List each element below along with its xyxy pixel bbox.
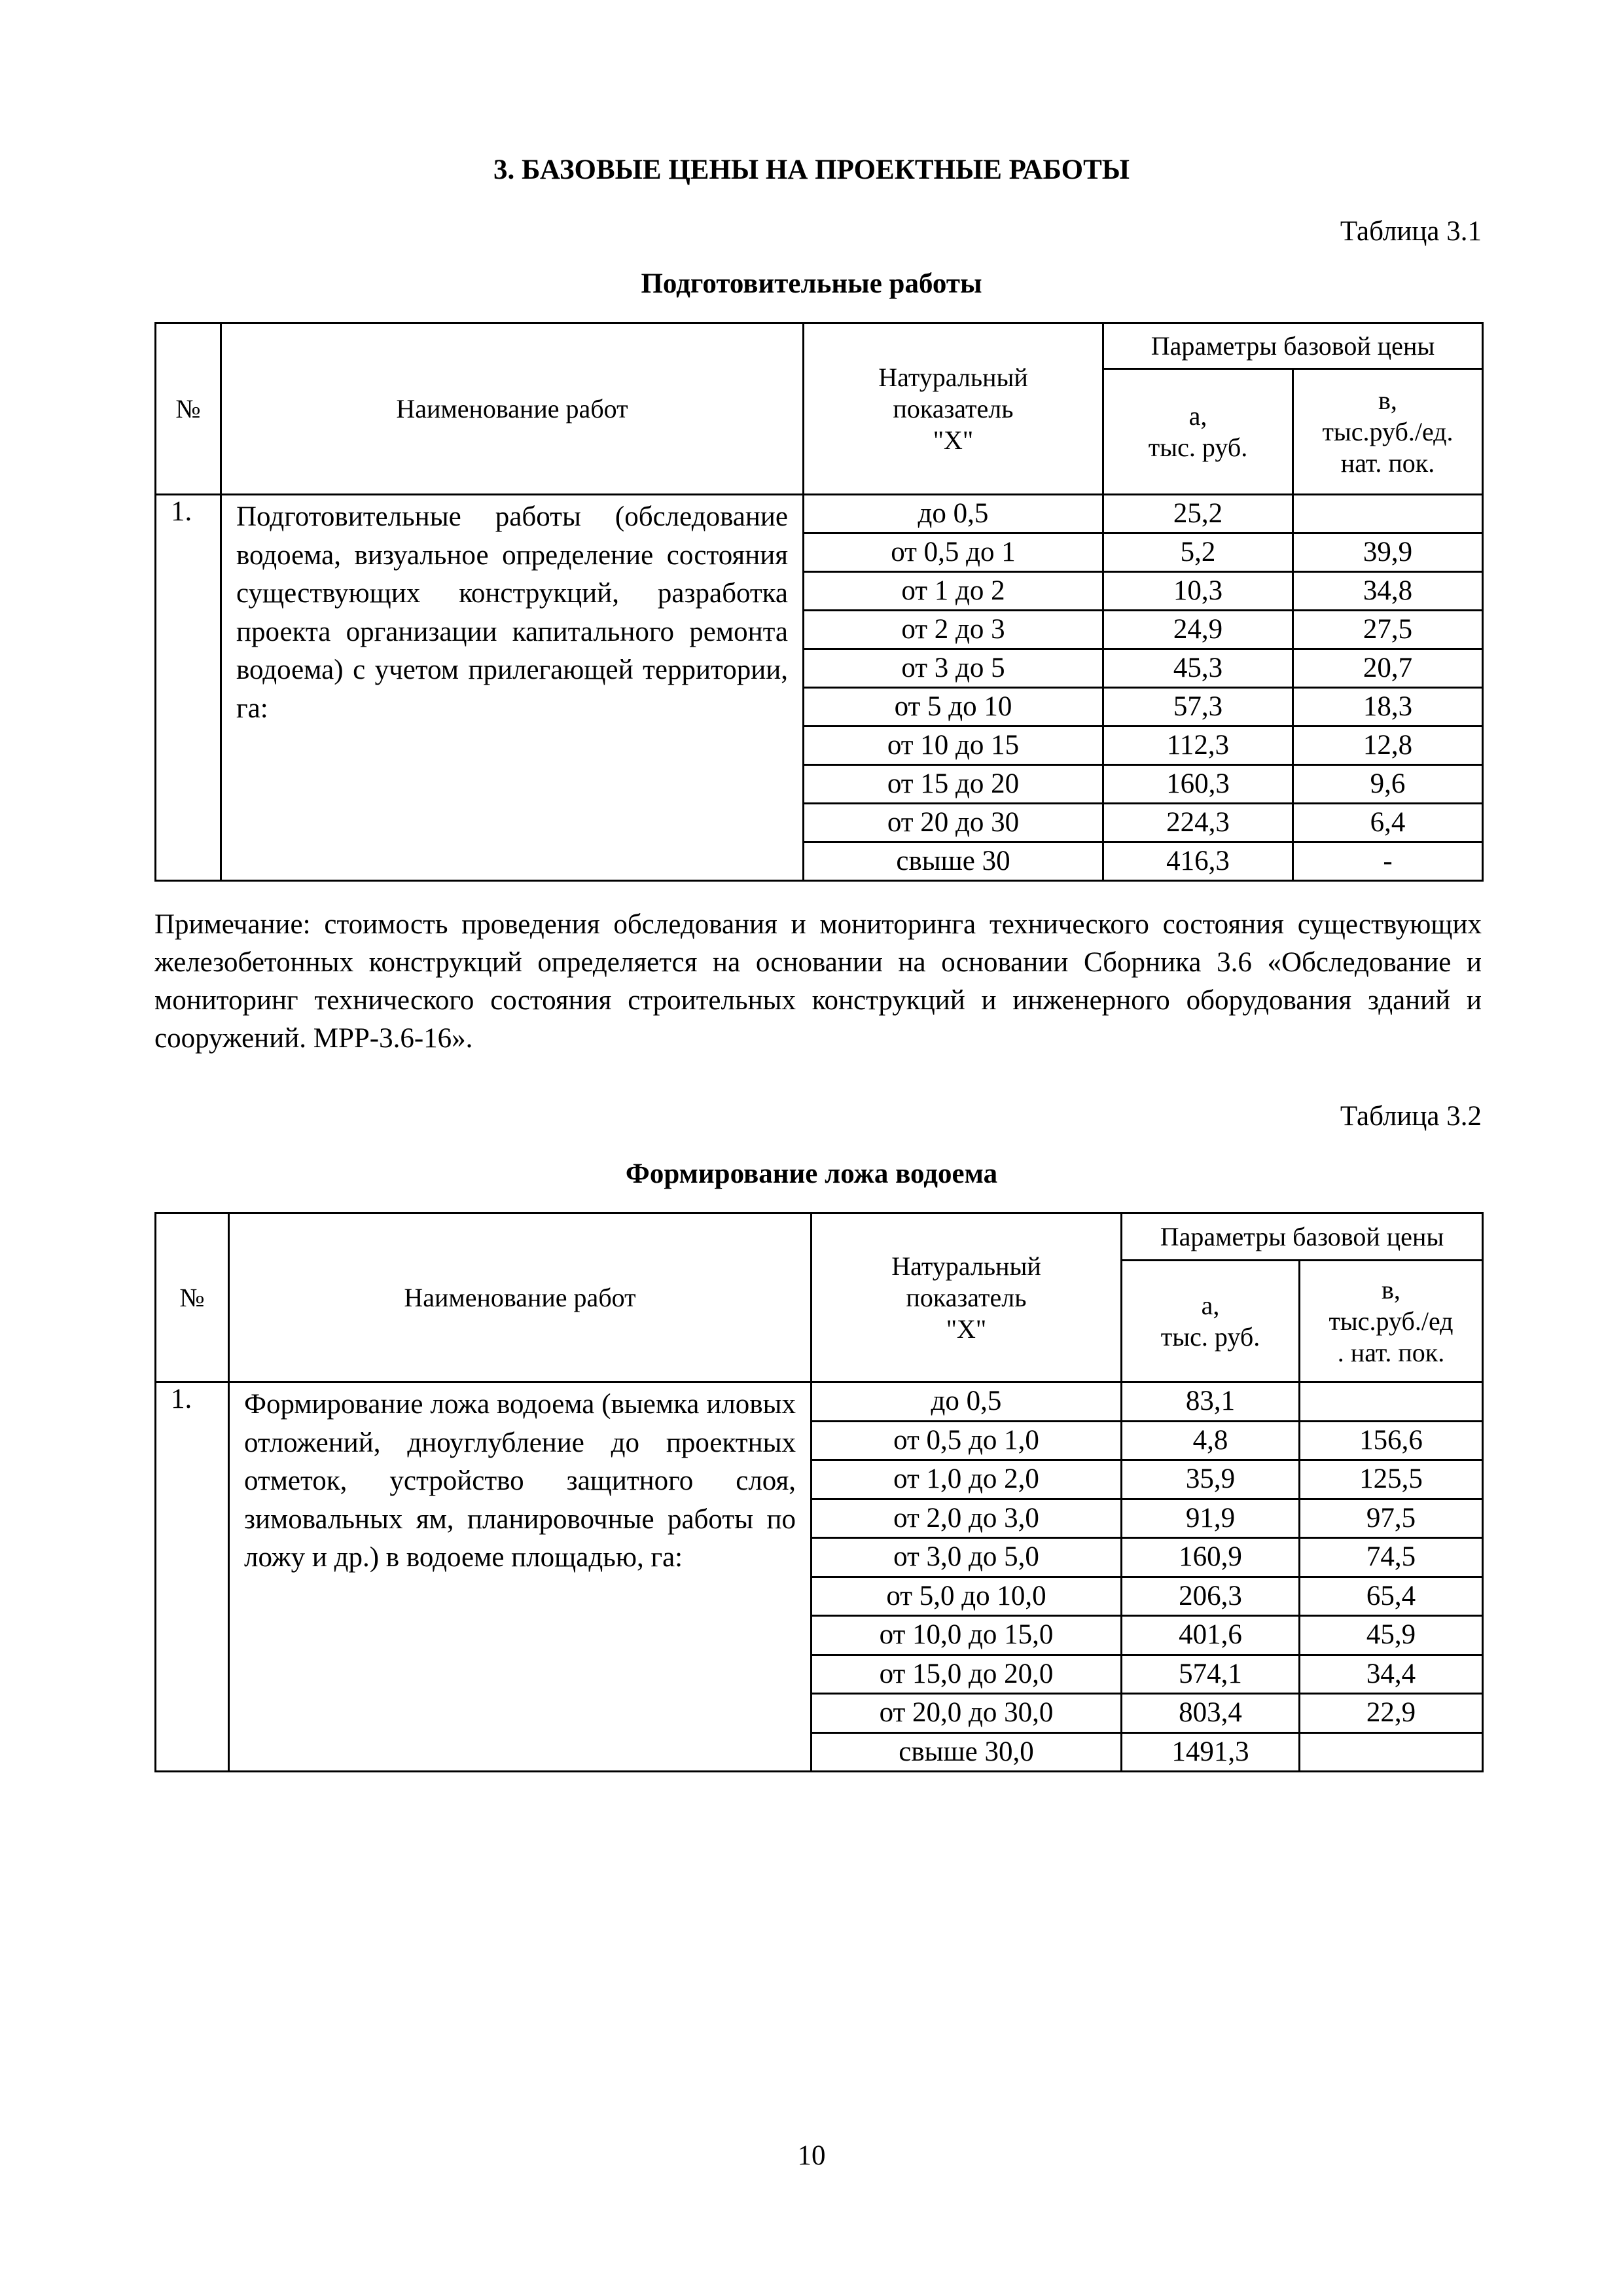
cell-x: от 2 до 3 — [804, 611, 1103, 649]
table-3-2 — [154, 1212, 1484, 1772]
cell-x: от 10 до 15 — [804, 726, 1103, 765]
header-params: Параметры базовой цены — [1103, 323, 1483, 369]
cell-x: до 0,5 — [804, 495, 1103, 533]
cell-b — [1300, 1382, 1483, 1422]
cell-b: 18,3 — [1293, 688, 1483, 726]
table-3-2-label: Таблица 3.2 — [1340, 1101, 1482, 1132]
cell-a: 206,3 — [1122, 1577, 1300, 1616]
header-name: Наименование работ — [229, 1213, 812, 1382]
cell-a: 57,3 — [1103, 688, 1293, 726]
header-num: № — [156, 1213, 229, 1382]
cell-x: от 20 до 30 — [804, 804, 1103, 842]
cell-b: 20,7 — [1293, 649, 1483, 688]
cell-x: от 5 до 10 — [804, 688, 1103, 726]
cell-x: от 5,0 до 10,0 — [812, 1577, 1122, 1616]
cell-x: от 15 до 20 — [804, 765, 1103, 804]
cell-x: свыше 30,0 — [812, 1732, 1122, 1772]
cell-b: 39,9 — [1293, 533, 1483, 572]
table-row — [156, 495, 1483, 533]
item-name: Формирование ложа водоема (выемка иловых отложений, дноуглубление до проектных отметок, устройство защитного слоя, зимовальных ям, планировочные работы по ложу и др.) в водоеме площадью, га: — [229, 1382, 812, 1772]
table-3-2-title: Формирование ложа водоема — [625, 1158, 998, 1189]
cell-x: от 20,0 до 30,0 — [812, 1694, 1122, 1733]
item-number: 1. — [156, 495, 221, 881]
cell-a: 160,9 — [1122, 1538, 1300, 1577]
section-title: 3. БАЗОВЫЕ ЦЕНЫ НА ПРОЕКТНЫЕ РАБОТЫ — [493, 154, 1130, 185]
cell-b: 6,4 — [1293, 804, 1483, 842]
cell-b — [1300, 1732, 1483, 1772]
cell-a: 1491,3 — [1122, 1732, 1300, 1772]
cell-b: 97,5 — [1300, 1499, 1483, 1538]
cell-x: от 1 до 2 — [804, 572, 1103, 611]
cell-a: 25,2 — [1103, 495, 1293, 533]
header-a: а, тыс. руб. — [1122, 1261, 1300, 1382]
header-b: в, тыс.руб./ед . нат. пок. — [1300, 1261, 1483, 1382]
cell-a: 35,9 — [1122, 1460, 1300, 1499]
cell-a: 401,6 — [1122, 1616, 1300, 1655]
table-header-row — [156, 1213, 1483, 1261]
header-b: в, тыс.руб./ед. нат. пок. — [1293, 369, 1483, 495]
cell-x: от 0,5 до 1,0 — [812, 1421, 1122, 1460]
cell-a: 10,3 — [1103, 572, 1293, 611]
cell-a: 160,3 — [1103, 765, 1293, 804]
cell-b — [1293, 495, 1483, 533]
cell-x: от 3,0 до 5,0 — [812, 1538, 1122, 1577]
cell-a: 803,4 — [1122, 1694, 1300, 1733]
cell-b: 156,6 — [1300, 1421, 1483, 1460]
header-name: Наименование работ — [221, 323, 804, 495]
cell-b: 9,6 — [1293, 765, 1483, 804]
cell-b: 27,5 — [1293, 611, 1483, 649]
table-3-1 — [154, 322, 1484, 882]
cell-a: 24,9 — [1103, 611, 1293, 649]
header-num: № — [156, 323, 221, 495]
cell-a: 112,3 — [1103, 726, 1293, 765]
cell-a: 83,1 — [1122, 1382, 1300, 1422]
note-paragraph: Примечание: стоимость проведения обследования и мониторинга технического состояния существующих железобетонных конструкций определяется на основании на основании Сборника 3.6 «Обследование и мониторинг технического состояния строительных конструкций и инженерного оборудования зданий и сооружений. МРР-3.6-16». — [154, 909, 1482, 1054]
header-a: а, тыс. руб. — [1103, 369, 1293, 495]
item-name: Подготовительные работы (обследование водоема, визуальное определение состояния существующих конструкций, разработка проекта организации капитального ремонта водоема) с учетом прилегающей территории, га: — [221, 495, 804, 881]
header-params: Параметры базовой цены — [1122, 1213, 1483, 1261]
item-number: 1. — [156, 1382, 229, 1772]
cell-b: 125,5 — [1300, 1460, 1483, 1499]
cell-a: 574,1 — [1122, 1655, 1300, 1694]
cell-a: 91,9 — [1122, 1499, 1300, 1538]
cell-a: 5,2 — [1103, 533, 1293, 572]
cell-x: от 0,5 до 1 — [804, 533, 1103, 572]
cell-b: 34,8 — [1293, 572, 1483, 611]
header-natural: Натуральный показатель "X" — [812, 1213, 1122, 1382]
cell-x: от 15,0 до 20,0 — [812, 1655, 1122, 1694]
header-natural: Натуральный показатель "X" — [804, 323, 1103, 495]
cell-x: от 10,0 до 15,0 — [812, 1616, 1122, 1655]
table-header-row — [156, 323, 1483, 369]
cell-a: 224,3 — [1103, 804, 1293, 842]
cell-b: 22,9 — [1300, 1694, 1483, 1733]
cell-x: до 0,5 — [812, 1382, 1122, 1422]
cell-a: 4,8 — [1122, 1421, 1300, 1460]
cell-b: 34,4 — [1300, 1655, 1483, 1694]
cell-a: 45,3 — [1103, 649, 1293, 688]
cell-b: 45,9 — [1300, 1616, 1483, 1655]
table-3-1-label: Таблица 3.1 — [1340, 216, 1482, 247]
table-3-1-title: Подготовительные работы — [641, 268, 982, 299]
cell-b: 74,5 — [1300, 1538, 1483, 1577]
cell-b: 12,8 — [1293, 726, 1483, 765]
cell-x: от 3 до 5 — [804, 649, 1103, 688]
table-row — [156, 1382, 1483, 1422]
page-number: 10 — [797, 2140, 826, 2171]
cell-x: от 1,0 до 2,0 — [812, 1460, 1122, 1499]
cell-x: от 2,0 до 3,0 — [812, 1499, 1122, 1538]
cell-a: 416,3 — [1103, 842, 1293, 881]
cell-x: свыше 30 — [804, 842, 1103, 881]
cell-b: 65,4 — [1300, 1577, 1483, 1616]
cell-b: - — [1293, 842, 1483, 881]
